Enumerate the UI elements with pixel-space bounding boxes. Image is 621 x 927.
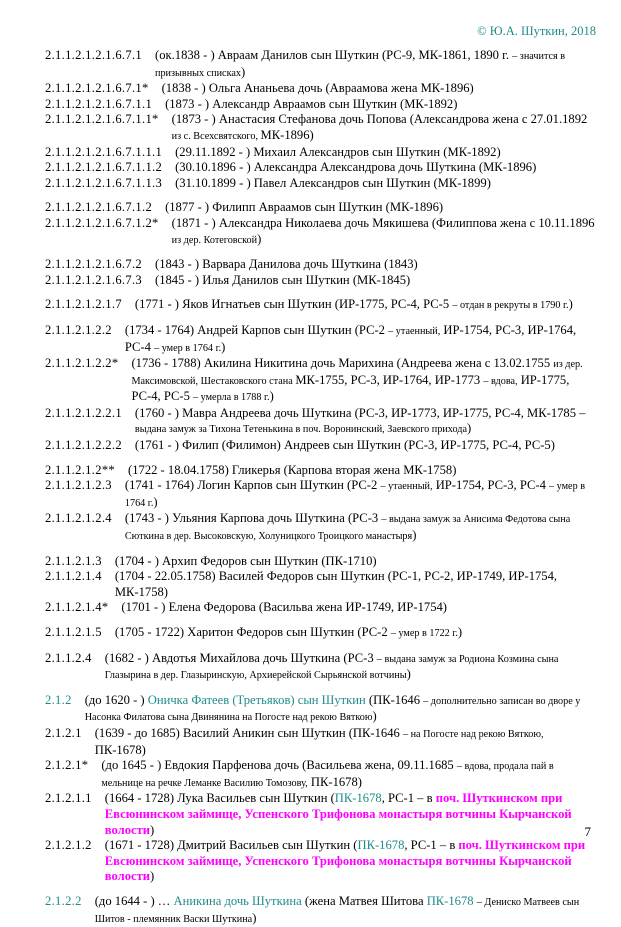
genealogy-entry	[45, 600, 596, 616]
entry-text	[105, 651, 596, 684]
entry-text	[101, 758, 596, 791]
entry-text-segment: выдана замуж за Тихона Тетенькина в поч. Воронинский, Заевского прихода	[134, 424, 467, 436]
entry-text-segment: (до 1620 - )	[84, 692, 148, 707]
entry-text-segment: (29.11.1892 - ) Михаил Александров сын Шуткин (МК-1892)	[175, 144, 501, 159]
entry-text	[172, 216, 596, 248]
genealogy-entry	[45, 651, 596, 684]
entry-text	[162, 81, 596, 97]
entry-text-segment: (1639 - до 1685) Василий Аникин сын Шуткин (ПК-1646	[94, 725, 403, 740]
entry-text-segment: (1845 - ) Илья Данилов сын Шуткин (МК-1845)	[155, 272, 411, 287]
genealogy-entry	[45, 273, 596, 289]
entry-number: 2.1.2	[45, 692, 72, 707]
entry-text	[125, 478, 596, 511]
entry-text-segment: (1873 - ) Анастасия Стефанова дочь Попова (Александрова жена с 27.01.1892	[171, 112, 588, 127]
entry-text-segment: ПК-1678	[334, 791, 382, 806]
genealogy-entry	[45, 406, 596, 438]
entry-text-segment: (1843 - ) Варвара Данилова дочь Шуткина (1843)	[155, 257, 418, 272]
entry-text-segment: (1704 - ) Архип Федоров сын Шуткин (ПК-1710)	[114, 553, 377, 568]
entry-text	[135, 297, 596, 314]
entry-text-segment: (1838 - ) Ольга Ананьева дочь (Авраамова жена МК-1896)	[161, 81, 474, 96]
entry-text	[172, 112, 596, 144]
genealogy-entry	[45, 160, 596, 176]
entry-text-segment: )	[150, 822, 155, 837]
entry-text-segment: из дер. Максимовской, Шестаковского стана	[131, 359, 583, 387]
entry-text-segment: – утаенный,	[380, 481, 433, 493]
entry-text	[175, 145, 596, 161]
entry-number: 2.1.1.2.1.2**	[45, 462, 116, 477]
entry-text-segment: ПК-1678)	[307, 774, 362, 789]
entry-text-segment: (1704 - 22.05.1758) Василей Федоров сын Шуткин (РС-1, РС-2, ИР-1749, ИР-1754, МК-1758)	[114, 569, 558, 599]
entry-number: 2.1.1.2.4	[45, 650, 92, 665]
entry-text	[155, 48, 596, 81]
entry-number: 2.1.1.2.1.2.1.6.7.3	[45, 272, 143, 287]
entry-text	[135, 406, 596, 438]
genealogy-entry	[45, 438, 596, 454]
entry-number: 2.1.1.2.1.4*	[45, 600, 109, 615]
genealogy-entry	[45, 48, 596, 81]
entry-number: 2.1.1.2.1.2.1.6.7.1*	[45, 81, 149, 96]
entry-text-segment: ПК-1678	[357, 838, 405, 853]
entry-number: 2.1.1.2.1.5	[45, 625, 102, 639]
entry-text-segment: поч. Шуткинском при Евсюнинском займище, Успенского Трифонова монастыря вотчины Кырчанской волости	[104, 791, 572, 837]
entry-text-segment: (1877 - ) Филипп Авраамов сын Шуткин (МК-1896)	[165, 200, 444, 215]
entry-text-segment: (30.10.1896 - ) Александра Александрова дочь Шуткина (МК-1896)	[175, 160, 537, 175]
entry-text	[115, 625, 596, 642]
entry-text-segment: (1743 - ) Ульяния Карпова дочь Шуткина (РС-3	[124, 511, 382, 526]
entry-text	[115, 569, 596, 600]
entry-text-segment: (1734 - 1764) Андрей Карпов сын Шуткин (РС-2	[124, 322, 389, 337]
entry-number: 2.1.2.1*	[45, 758, 89, 773]
entry-text-segment: (1871 - ) Александра Николаева дочь Мякишева (Филиппова жена с 10.11.1896	[171, 215, 595, 230]
genealogy-entry	[45, 791, 596, 838]
entry-text-segment: (1722 - 18.04.1758) Гликерья (Карпова вторая жена МК-1758)	[128, 462, 457, 477]
entry-text-segment: , РС-1 – в	[381, 791, 436, 806]
entry-text-segment: (до 1645 - ) Евдокия Парфенова дочь (Васильева жена, 09.11.1685	[101, 758, 457, 773]
genealogy-entry	[45, 356, 596, 406]
entry-text	[125, 323, 596, 356]
genealogy-entry	[45, 511, 596, 544]
genealogy-entry	[45, 81, 596, 97]
entry-text	[165, 200, 596, 216]
entry-text	[85, 693, 596, 726]
genealogy-entry	[45, 569, 596, 600]
entry-number: 2.1.2.1	[45, 725, 82, 740]
entry-number: 2.1.2.1.2	[45, 838, 92, 853]
entry-number: 2.1.1.2.1.3	[45, 553, 102, 568]
entry-number: 2.1.1.2.1.2.2.1	[45, 405, 122, 420]
entry-text-segment: (31.10.1899 - ) Павел Александров сын Шуткин (МК-1899)	[175, 175, 491, 190]
entry-number: 2.1.1.2.1.2.1.7	[45, 297, 122, 312]
entry-number: 2.1.1.2.1.2.1.6.7.1.1	[45, 96, 153, 111]
entry-text-segment: поч. Шуткинском при Евсюнинском займище, Успенского Трифонова монастыря вотчины Кырчанской волости	[104, 838, 586, 884]
entry-text-segment: (1760 - ) Мавра Андреева дочь Шуткина (РС-3, ИР-1773, ИР-1775, РС-4, МК-1785 –	[134, 405, 586, 420]
entry-text-segment: – на Погосте над рекою Вяткою,	[402, 728, 544, 740]
genealogy-entry	[45, 463, 596, 479]
entry-text	[121, 600, 596, 616]
entry-number: 2.1.1.2.1.2.3	[45, 478, 112, 493]
entry-number: 2.1.1.2.1.4	[45, 569, 102, 584]
entry-text-segment: – вдова,	[483, 375, 518, 387]
entry-number: 2.1.2.1.1	[45, 791, 92, 806]
entry-text-segment: ИР-1754, РС-3, ИР-1764, РС-4	[124, 322, 577, 354]
genealogy-entry	[45, 323, 596, 356]
genealogy-entry	[45, 838, 596, 885]
entry-text-segment: (ок.1838 - ) Авраам Данилов сын Шуткин (РС-9, МК-1861, 1890 г.	[155, 48, 513, 62]
genealogy-entry	[45, 216, 596, 248]
entry-number: 2.1.1.2.1.2.1.6.7.1.1.1	[45, 144, 163, 159]
entry-text	[155, 257, 596, 273]
entry-text	[175, 160, 596, 176]
genealogy-entry	[45, 726, 596, 758]
entry-text-segment: )	[257, 231, 262, 246]
entry-text-segment: )	[252, 910, 257, 925]
genealogy-entry	[45, 625, 596, 642]
entry-text-segment: )	[269, 389, 274, 404]
entry-number: 2.1.1.2.1.2.1.6.7.1.1*	[45, 112, 159, 127]
entry-text	[105, 791, 596, 838]
entry-number: 2.1.1.2.1.2.1.6.7.1	[45, 48, 143, 62]
entry-text	[135, 438, 596, 454]
entry-text-segment: – выдана замуж за Родиона Козмина сына Глазырина в дер. Глазыринскую, Архиерейской Сырьянской вотчины	[104, 653, 559, 682]
entry-text-segment: (1771 - ) Яков Игнатьев сын Шуткин (ИР-1775, РС-4, РС-5	[134, 297, 453, 312]
entry-text-segment: )	[241, 64, 246, 79]
entry-text	[125, 511, 596, 544]
entry-text-segment: Оничка Фатеев (Третьяков) сын Шуткин	[147, 692, 366, 707]
entry-text-segment: )	[406, 667, 411, 682]
entry-text-segment: – выдана замуж за Анисима Федотова сына Сюткина в дер. Высоковскую, Холуницкого Троицкого манастыря	[124, 514, 571, 543]
entry-number: 2.1.1.2.1.2.1.6.7.2	[45, 257, 143, 272]
entry-text	[175, 176, 596, 192]
entry-text-segment: (1705 - 1722) Харитон Федоров сын Шуткин (РС-2	[114, 625, 391, 639]
entry-text-segment: МК-1896)	[260, 127, 314, 142]
entry-number: 2.1.1.2.1.2.1.6.7.1.2*	[45, 215, 159, 230]
entry-text	[165, 97, 596, 113]
genealogy-entry	[45, 97, 596, 113]
entry-text-segment: – дополнительно записан во дворе у Насонка Филатова сына Двинянина на Погосте над рекою Вяткою	[84, 695, 581, 724]
entry-text-segment: (жена Матвея Шитова	[301, 893, 427, 908]
entry-text-segment: (1682 - ) Авдотья Михайлова дочь Шуткина (РС-3	[104, 650, 377, 665]
entry-text-segment: – утаенный,	[388, 325, 441, 337]
entry-text-segment: из дер. Котеговской	[171, 234, 258, 246]
genealogy-entry	[45, 176, 596, 192]
genealogy-entry	[45, 145, 596, 161]
entry-text-segment: (ПК-1646	[365, 692, 424, 707]
entry-text-segment: – отдан в рекруты в 1790 г.	[452, 300, 569, 312]
entry-text	[131, 356, 596, 406]
genealogy-entry	[45, 200, 596, 216]
genealogy-entry	[45, 112, 596, 144]
entry-text-segment: (1701 - ) Елена Федорова (Васильва жена ИР-1749, ИР-1754)	[121, 600, 447, 615]
entry-text-segment: (1873 - ) Александр Авраамов сын Шуткин (МК-1892)	[165, 96, 458, 111]
entry-text-segment: )	[153, 494, 158, 509]
entry-text-segment: ИР-1754, РС-3, РС-4	[432, 478, 550, 493]
entry-text	[105, 838, 596, 885]
entry-text-segment: МК-1755, РС-3, ИР-1764, ИР-1773	[295, 372, 484, 387]
entry-text-segment: )	[568, 297, 573, 312]
entry-number: 2.1.1.2.1.2.1.6.7.1.1.2	[45, 160, 163, 175]
entry-text-segment: (1736 - 1788) Акилина Никитина дочь Марихина (Андреева жена с 13.02.1755	[131, 356, 554, 371]
entry-text-segment: )	[467, 421, 472, 436]
entry-text	[95, 726, 596, 758]
entry-number: 2.1.1.2.1.2.1.6.7.1.2	[45, 200, 153, 215]
entry-text-segment: Аникина дочь Шуткина	[173, 893, 302, 908]
genealogy-entry	[45, 758, 596, 791]
genealogy-entry	[45, 297, 596, 314]
entry-text-segment: – умер в 1764 г.	[154, 342, 222, 354]
entry-number: 2.1.2.2	[45, 893, 82, 908]
entry-text-segment: ИР-1775, РС-4, РС-5	[131, 372, 570, 404]
entry-text	[95, 894, 596, 927]
entry-text	[155, 273, 596, 289]
genealogy-entry	[45, 478, 596, 511]
entry-number: 2.1.1.2.1.2.2.2	[45, 438, 122, 453]
genealogy-entry	[45, 693, 596, 726]
entry-text-segment: (1761 - ) Филип (Филимон) Андреев сын Шуткин (РС-3, ИР-1775, РС-4, РС-5)	[134, 438, 555, 453]
entry-text-segment: ПК-1678	[426, 893, 474, 908]
entry-text-segment: – умер в 1722 г.	[390, 628, 458, 639]
entry-text-segment: (1664 - 1728) Лука Васильев сын Шуткин (	[104, 791, 335, 806]
entry-text-segment: (1671 - 1728) Дмитрий Васильев сын Шуткин (	[104, 838, 358, 853]
entry-text-segment: из с. Всехсвятского,	[171, 130, 261, 142]
genealogy-entries-list	[45, 48, 596, 927]
entry-number: 2.1.1.2.1.2.2	[45, 322, 112, 337]
entry-text-segment: – умерла в 1788 г.	[193, 392, 270, 404]
genealogy-entry	[45, 554, 596, 570]
entry-text-segment: )	[372, 709, 377, 724]
entry-text-segment: )	[221, 339, 226, 354]
entry-text-segment: )	[150, 869, 155, 884]
entry-text-segment: )	[457, 625, 463, 639]
genealogy-entry	[45, 257, 596, 273]
genealogy-entry	[45, 894, 596, 927]
copyright-notice: © Ю.А. Шуткин, 2018	[477, 24, 596, 38]
entry-text-segment: ПК-1678)	[94, 742, 146, 757]
entry-text-segment: – Дениско Матвеев сын Шитов - племянник Васки Шуткина	[94, 896, 580, 925]
entry-text-segment: – значится в призывных списках	[155, 51, 566, 79]
entry-text-segment: (1741 - 1764) Логин Карпов сын Шуткин (РС-2	[124, 478, 381, 493]
entry-text	[115, 554, 596, 570]
entry-number: 2.1.1.2.1.2.4	[45, 511, 112, 526]
entry-number: 2.1.1.2.1.2.2*	[45, 356, 119, 371]
entry-text-segment: – умер в 1764 г.	[124, 481, 586, 509]
entry-text	[128, 463, 596, 479]
entry-number: 2.1.1.2.1.2.1.6.7.1.1.3	[45, 175, 163, 190]
entry-text-segment: (до 1644 - ) …	[94, 893, 174, 908]
entry-text-segment: )	[412, 528, 417, 543]
entry-text-segment: , РС-1 – в	[404, 838, 459, 853]
entry-text-segment: – вдова, продала пай в мельнице на речке Леманке Василию Томозову,	[101, 761, 554, 789]
page-number: 7	[584, 824, 591, 839]
